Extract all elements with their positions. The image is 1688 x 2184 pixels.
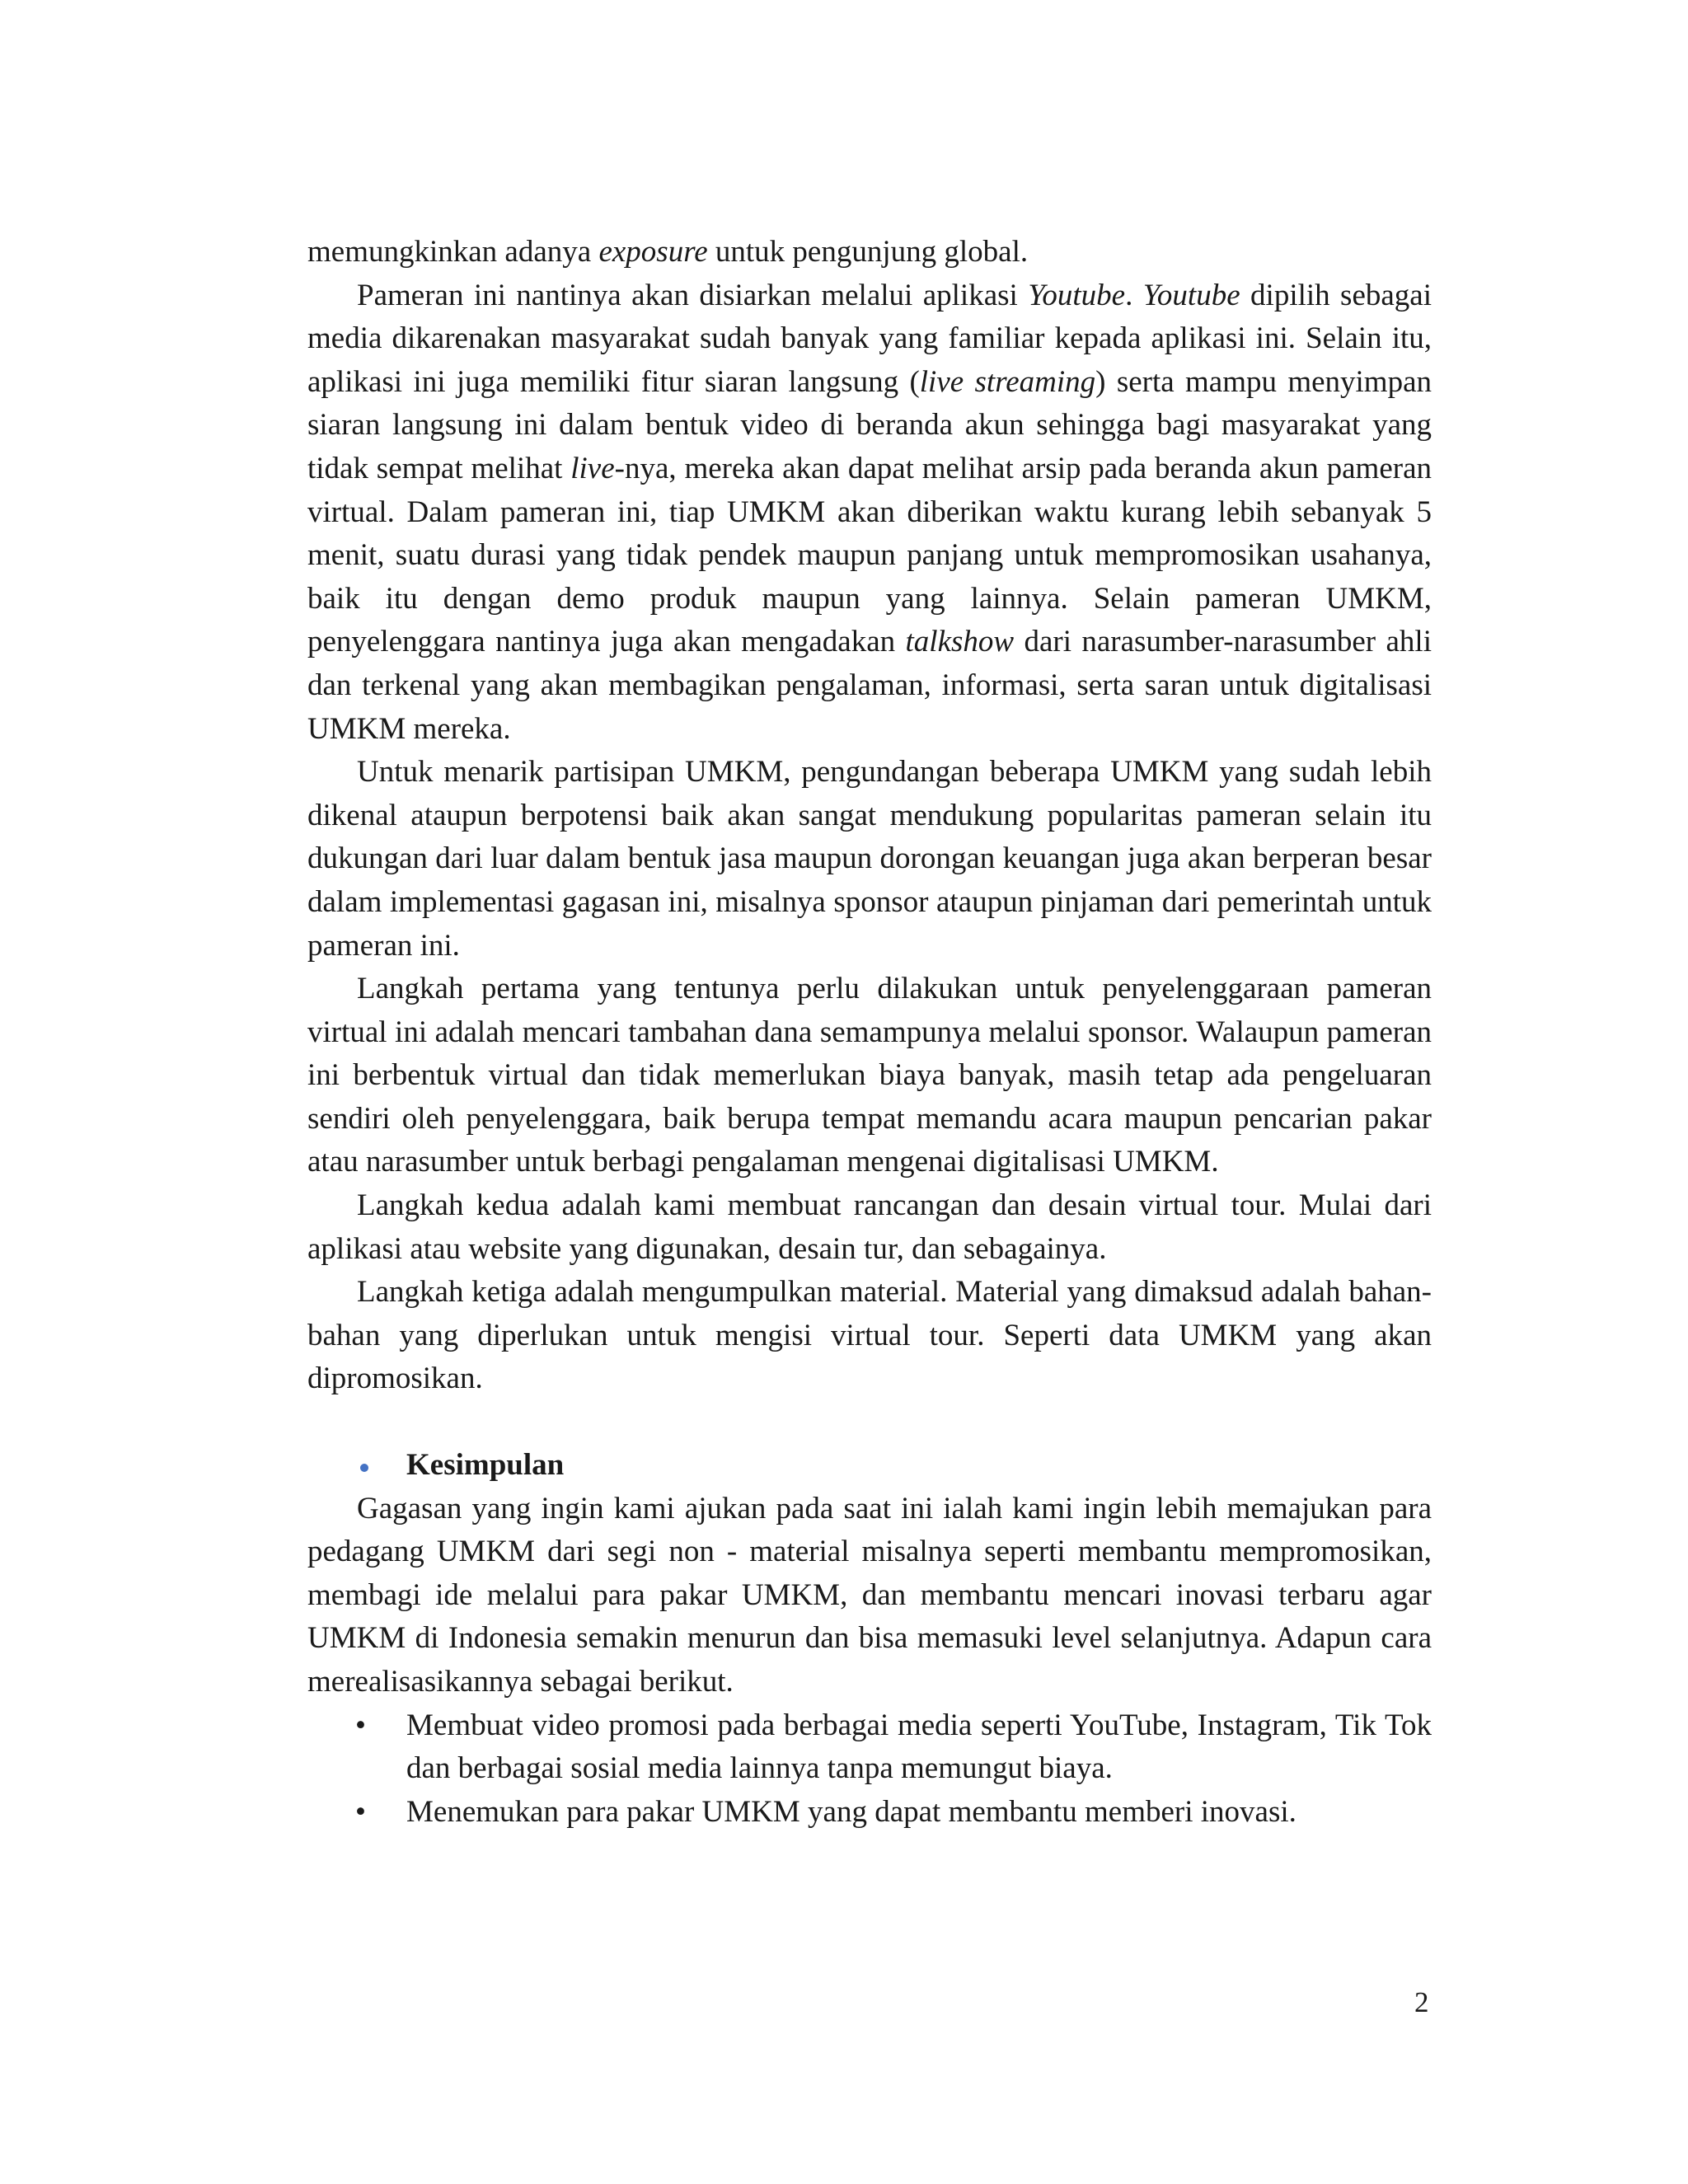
p2-italic-youtube-2: Youtube [1142,278,1240,312]
p2-text-i: -nya, mereka akan dapat melihat arsip pada beranda akun pameran virtual. Dalam pameran ini, tiap UMKM akan diberikan waktu kurang lebih sebanyak 5 menit, suatu durasi yang tidak pendek maupun panjang untuk mempromosikan usahanya, baik itu dengan demo produk maupun yang lainnya. Selain pameran UMKM, penyelenggara nantinya juga akan mengadakan [307,451,1432,659]
heading-text: Kesimpulan [406,1448,565,1483]
p2-italic-youtube-1: Youtube [1028,278,1126,312]
p2-text-e: dipilih sebagai media dikarenakan masyarakat sudah banyak yang familiar kepada aplikasi ini. Selain itu, aplikasi ini juga memiliki fitur siaran langsung ( [307,278,1432,399]
p1-italic-exposure: exposure [598,235,708,269]
section-heading-kesimpulan [307,1444,1432,1488]
p2-italic-live-streaming: live streaming [919,364,1096,399]
p1-text-a: memungkinkan adanya [307,235,599,269]
paragraph-partisipan: Untuk menarik partisipan UMKM, pengundangan beberapa UMKM yang sudah lebih dikenal ataupun berpotensi baik akan sangat mendukung popularitas pameran selain itu dukungan dari luar dalam bentuk jasa maupun dorongan keuangan juga akan berperan besar dalam implementasi gagasan ini, misalnya sponsor ataupun pinjaman dari pemerintah untuk pameran ini. [307,755,1432,963]
list-item-text: Membuat video promosi pada berbagai media seperti YouTube, Instagram, Tik Tok dan berbagai sosial media lainnya tanpa memungut biaya. [406,1708,1432,1786]
list-item [307,1791,1432,1835]
paragraph-langkah-pertama: Langkah pertama yang tentunya perlu dilakukan untuk penyelenggaraan pameran virtual ini adalah mencari tambahan dana semampunya melalui sponsor. Walaupun pameran ini berbentuk virtual dan tidak memerlukan biaya banyak, masih tetap ada pengeluaran sendiri oleh penyelenggara, baik berupa tempat memandu acara maupun pencarian pakar atau narasumber untuk berbagi pengalaman mengenai digitalisasi UMKM. [307,972,1432,1179]
paragraph-youtube [307,274,1432,752]
list-item-text: Menemukan para pakar UMKM yang dapat membantu memberi inovasi. [406,1794,1296,1829]
p2-text-g: ) serta mampu menyimpan siaran langsung ini dalam bentuk video di beranda akun sehingga bagi masyarakat yang tidak sempat melihat [307,364,1432,485]
page-number: 2 [1414,1986,1429,2018]
paragraph-kesimpulan: Gagasan yang ingin kami ajukan pada saat ini ialah kami ingin lebih memajukan para pedagang UMKM dari segi non - material misalnya seperti membantu mempromosikan, membagi ide melalui para pakar UMKM, dan membantu mencari inovasi terbaru agar UMKM di Indonesia semakin menurun dan bisa memasuki level selanjutnya. Adapun cara merealisasikannya sebagai berikut. [307,1491,1432,1699]
page-body [307,231,1432,1834]
bullet-icon: • [355,1708,366,1742]
p2-italic-talkshow: talkshow [905,625,1015,659]
paragraph-langkah-ketiga: Langkah ketiga adalah mengumpulkan material. Material yang dimaksud adalah bahan-bahan yang diperlukan untuk mengisi virtual tour. Seperti data UMKM yang akan dipromosikan. [307,1275,1432,1396]
paragraph-exposure [307,231,1432,274]
p2-text-a: Pameran ini nantinya akan disiarkan melalui aplikasi [357,278,1029,312]
p1-text-c: untuk pengunjung global. [707,235,1029,269]
bullet-dot-icon [360,1464,368,1472]
paragraph-langkah-kedua: Langkah kedua adalah kami membuat rancangan dan desain virtual tour. Mulai dari aplikasi atau website yang digunakan, desain tur, dan sebagainya. [307,1188,1432,1266]
list-item [307,1704,1432,1791]
bullet-list [307,1704,1432,1835]
p2-italic-live: live [570,451,615,485]
p2-text-c: . [1125,278,1143,312]
p2-text-k: dari narasumber-narasumber ahli dan terkenal yang akan membagikan pengalaman, informasi, serta saran untuk digitalisasi UMKM mereka. [307,625,1432,746]
bullet-icon: • [355,1794,366,1829]
